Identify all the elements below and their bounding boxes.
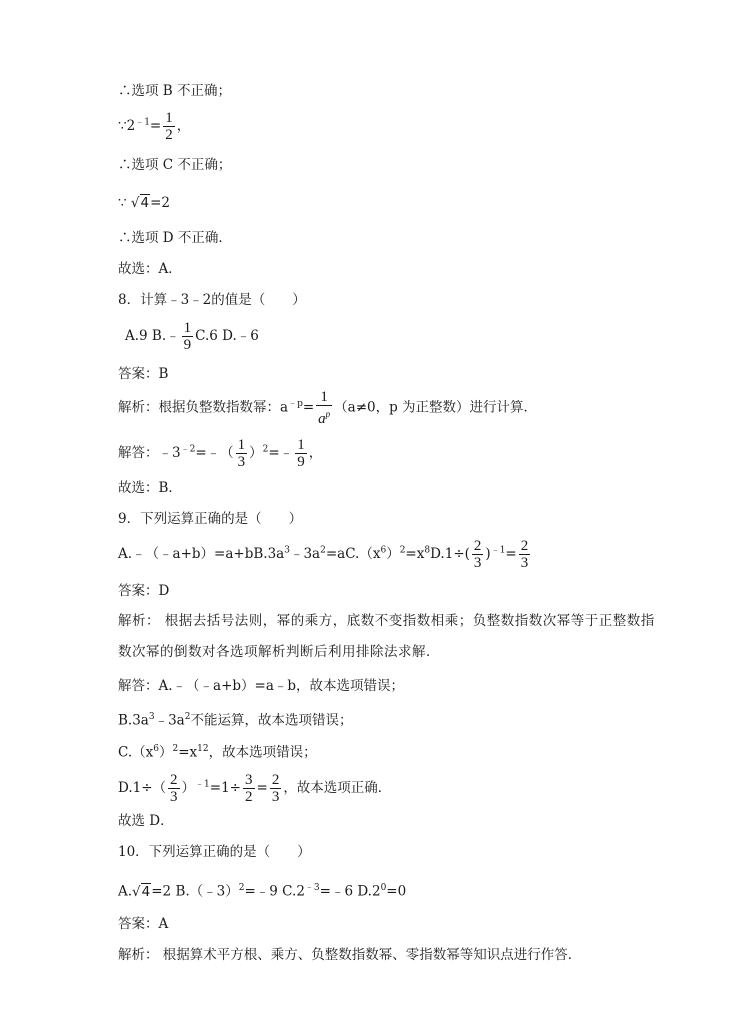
text-line: ∴选项 C 不正确； <box>118 157 232 173</box>
exponent: 3 <box>148 712 155 722</box>
text: C.6 D.﹣6 <box>195 328 259 344</box>
denominator: 9 <box>183 337 192 353</box>
text: ， <box>176 118 191 134</box>
text: A.﹣（﹣a+b）=a+bB.3a <box>118 546 285 562</box>
question-10-options <box>118 878 406 902</box>
analysis: 解析： 根据算术平方根、乘方、负整数指数幂、零指数幂等知识点进行作答． <box>118 947 582 963</box>
exponent: 8 <box>424 545 431 556</box>
text: =aC.（x <box>325 546 381 562</box>
fraction <box>472 538 484 571</box>
text: ，故本选项错误； <box>208 744 317 761</box>
exponent: 2 <box>238 883 245 893</box>
fraction <box>243 772 255 805</box>
fraction <box>295 437 307 470</box>
question-8: 8．计算﹣3﹣2的值是（ ） <box>118 292 306 308</box>
text: =﹣ <box>268 445 294 461</box>
numerator: 2 <box>473 538 482 554</box>
denominator: 3 <box>473 555 482 571</box>
fraction <box>163 110 175 143</box>
exponent: ﹣p <box>288 399 303 409</box>
text: （a≠0，p 为正整数）进行计算． <box>334 399 538 416</box>
text: ﹣3a <box>289 546 321 562</box>
denominator: 2 <box>165 127 173 143</box>
numerator: 1 <box>237 437 246 453</box>
denominator: 2 <box>245 789 253 805</box>
denominator: 3 <box>237 454 246 470</box>
exponent: 3 <box>284 545 290 556</box>
numerator: 2 <box>170 772 178 788</box>
den-exponent: p <box>325 409 331 419</box>
answer: 答案：A <box>118 916 169 932</box>
exponent: 6 <box>380 545 387 556</box>
exponent: 2 <box>262 444 269 455</box>
text: ） <box>181 780 196 796</box>
text: =﹣（ <box>195 445 234 461</box>
text: ∵2 <box>118 118 136 134</box>
text: B.3a <box>118 712 149 729</box>
exponent: ﹣2 <box>180 444 196 455</box>
analysis <box>118 389 537 427</box>
text: ， <box>308 445 323 461</box>
text: =0 <box>386 883 407 900</box>
text: = <box>302 399 315 416</box>
fraction <box>168 772 180 805</box>
text: 解答：﹣3 <box>118 445 181 461</box>
text: D.1÷( <box>430 546 470 562</box>
numerator: 1 <box>297 437 305 453</box>
text: ) <box>485 546 491 562</box>
text: =x <box>178 744 198 761</box>
exponent: 2 <box>399 545 406 556</box>
text-line: 故选：A． <box>118 261 182 277</box>
exponent: ﹣1 <box>490 545 506 556</box>
text: ﹣3a <box>154 712 185 729</box>
exponent: 2 <box>320 545 326 556</box>
text: 不能运算，故本选项错误； <box>190 712 353 729</box>
text: =﹣6 D.2 <box>319 883 381 900</box>
text-line-fraction <box>118 110 190 143</box>
answer: 答案：D <box>118 583 170 599</box>
solution <box>118 437 322 470</box>
denominator <box>316 406 332 427</box>
solution-line <box>118 739 317 763</box>
text: D.1÷（ <box>118 780 167 796</box>
question-9: 9．下列运算正确的是（ ） <box>118 511 303 527</box>
numerator: 2 <box>520 538 529 554</box>
exponent: 0 <box>380 883 387 893</box>
exponent: ﹣3 <box>304 883 320 893</box>
numerator: 3 <box>245 772 253 788</box>
numerator: 1 <box>316 389 332 406</box>
fraction <box>519 538 531 571</box>
radicand: 4 <box>140 195 150 211</box>
exponent: 2 <box>172 744 179 754</box>
sqrt-symbol: √4 <box>130 195 150 211</box>
text: =1÷ <box>209 780 241 796</box>
sqrt-symbol: √4 <box>132 883 151 900</box>
text: ∵ <box>118 195 127 211</box>
denominator: 3 <box>520 555 529 571</box>
text: A.9 B.﹣ <box>125 328 180 344</box>
text: =2 B.（﹣3） <box>151 883 239 900</box>
text: ） <box>386 546 400 562</box>
denominator: 3 <box>271 789 280 805</box>
fraction <box>236 437 248 470</box>
fraction <box>270 772 282 805</box>
solution-line <box>118 772 391 805</box>
exponent: 2 <box>184 712 191 722</box>
text: = <box>149 118 162 134</box>
text-line: ∴选项 D 不正确． <box>118 230 232 246</box>
solution-line <box>118 707 352 731</box>
solution-line: 解答：A.﹣（﹣a+b）=a﹣b，故本选项错误； <box>118 678 405 694</box>
exponent: 12 <box>197 744 209 754</box>
text-line: ∴选项 B 不正确； <box>118 83 232 99</box>
exponent: ﹣1 <box>135 117 150 128</box>
exponent: ﹣1 <box>195 779 210 790</box>
question-9-options <box>118 538 532 571</box>
numerator: 1 <box>183 320 192 336</box>
text: A. <box>118 883 133 900</box>
text: =x <box>405 546 425 562</box>
text: ，故本选项正确． <box>283 780 392 796</box>
numerator: 1 <box>165 110 173 126</box>
numerator: 2 <box>271 772 280 788</box>
text: ） <box>249 445 263 461</box>
conclusion: 故选：B． <box>118 480 182 496</box>
question-10: 10．下列运算正确的是（ ） <box>118 844 311 860</box>
text: =﹣9 C.2 <box>244 883 305 900</box>
analysis-paragraph: 解析： 根据去括号法则，幂的乘方，底数不变指数相乘；负整数指数次幂等于正整数指数次幂的倒数对各选项解析判断后利用排除法求解． <box>118 613 655 660</box>
text: = <box>256 780 268 796</box>
conclusion: 故选 D． <box>118 813 174 829</box>
text: ） <box>159 744 173 761</box>
exponent: 6 <box>153 744 159 754</box>
den-base: a <box>318 411 326 427</box>
fraction <box>316 389 332 427</box>
question-8-options <box>125 320 259 353</box>
text: = <box>505 546 517 562</box>
text-line-sqrt <box>118 193 170 213</box>
denominator: 9 <box>297 454 305 470</box>
fraction <box>182 320 194 353</box>
text: 解析：根据负整数指数幂：a <box>118 399 289 416</box>
text: =2 <box>150 195 170 211</box>
denominator: 3 <box>170 789 178 805</box>
text: C.（x <box>118 744 154 761</box>
answer: 答案：B <box>118 366 169 382</box>
radicand: 4 <box>141 883 151 900</box>
